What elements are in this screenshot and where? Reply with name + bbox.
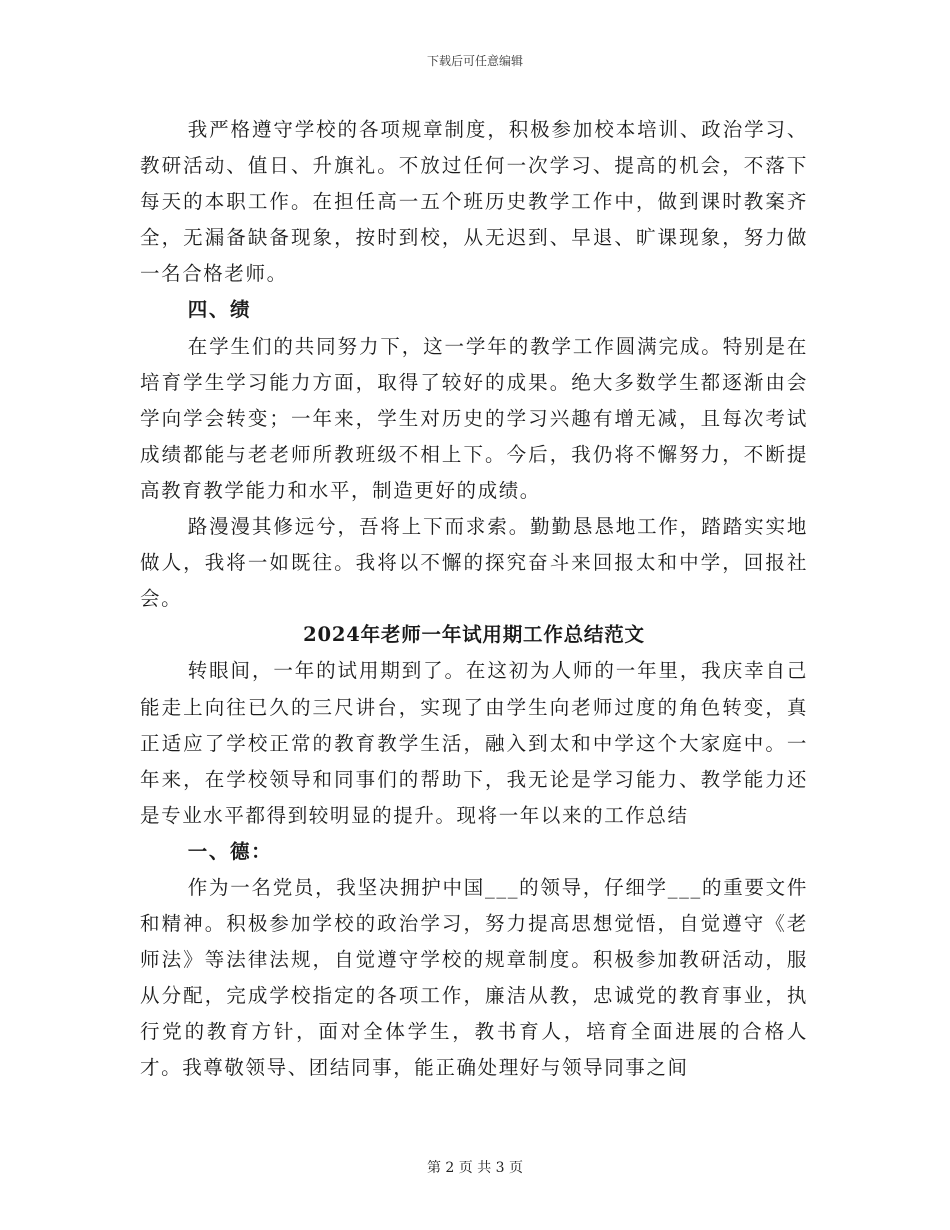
section-heading-morality: 一、德： (187, 839, 273, 863)
paragraph-teaching-results: 在学生们的共同努力下，这一学年的教学工作圆满完成。特别是在培育学生学习能力方面，取得了较好的成果。绝大多数学生都逐渐由会学向学会转变；一年来，学生对历史的学习兴趣有增无减，且每次考试成绩都能与老老师所教班级不相上下。今后，我仍将不懈努力，不断提高教育教学能力和水平，制造更好的成绩。 (140, 334, 808, 502)
article-title: 2024年老师一年试用期工作总结范文 (303, 623, 645, 647)
section-heading-achievement: 四、绩 (187, 298, 252, 322)
paragraph-rules-compliance: 我严格遵守学校的各项规章制度，积极参加校本培训、政治学习、教研活动、值日、升旗礼。不放过任何一次学习、提高的机会，不落下每天的本职工作。在担任高一五个班历史教学工作中，做到课时教案齐全，无漏备缺备现象，按时到校，从无迟到、早退、旷课现象，努力做一名合格老师。 (140, 118, 808, 286)
page-number: 第 2 页 共 3 页 (426, 1160, 524, 1176)
page-header-note: 下载后可任意编辑 (426, 54, 523, 68)
paragraph-morality: 作为一名党员，我坚决拥护中国___的领导，仔细学___的重要文件和精神。积极参加学校的政治学习，努力提高思想觉悟，自觉遵守《老师法》等法律法规，自觉遵守学校的规章制度。积极参加教研活动，服从分配，完成学校指定的各项工作，廉洁从教，忠诚党的教育事业，执行党的教育方针，面对全体学生，教书育人，培育全面进展的合格人才。我尊敬领导、团结同事，能正确处理好与领导同事之间 (140, 875, 808, 1080)
paragraph-closing-resolve: 路漫漫其修远兮，吾将上下而求索。勤勤恳恳地工作，踏踏实实地做人，我将一如既往。我将以不懈的探究奋斗来回报太和中学，回报社会。 (140, 515, 808, 611)
document-body (140, 112, 808, 1087)
paragraph-introduction: 转眼间，一年的试用期到了。在这初为人师的一年里，我庆幸自己能走上向往已久的三尺讲台，实现了由学生向老师过度的角色转变，真正适应了学校正常的教育教学生活，融入到太和中学这个大家庭中。一年来，在学校领导和同事们的帮助下，我无论是学习能力、教学能力还是专业水平都得到较明显的提升。现将一年以来的工作总结 (140, 659, 808, 827)
